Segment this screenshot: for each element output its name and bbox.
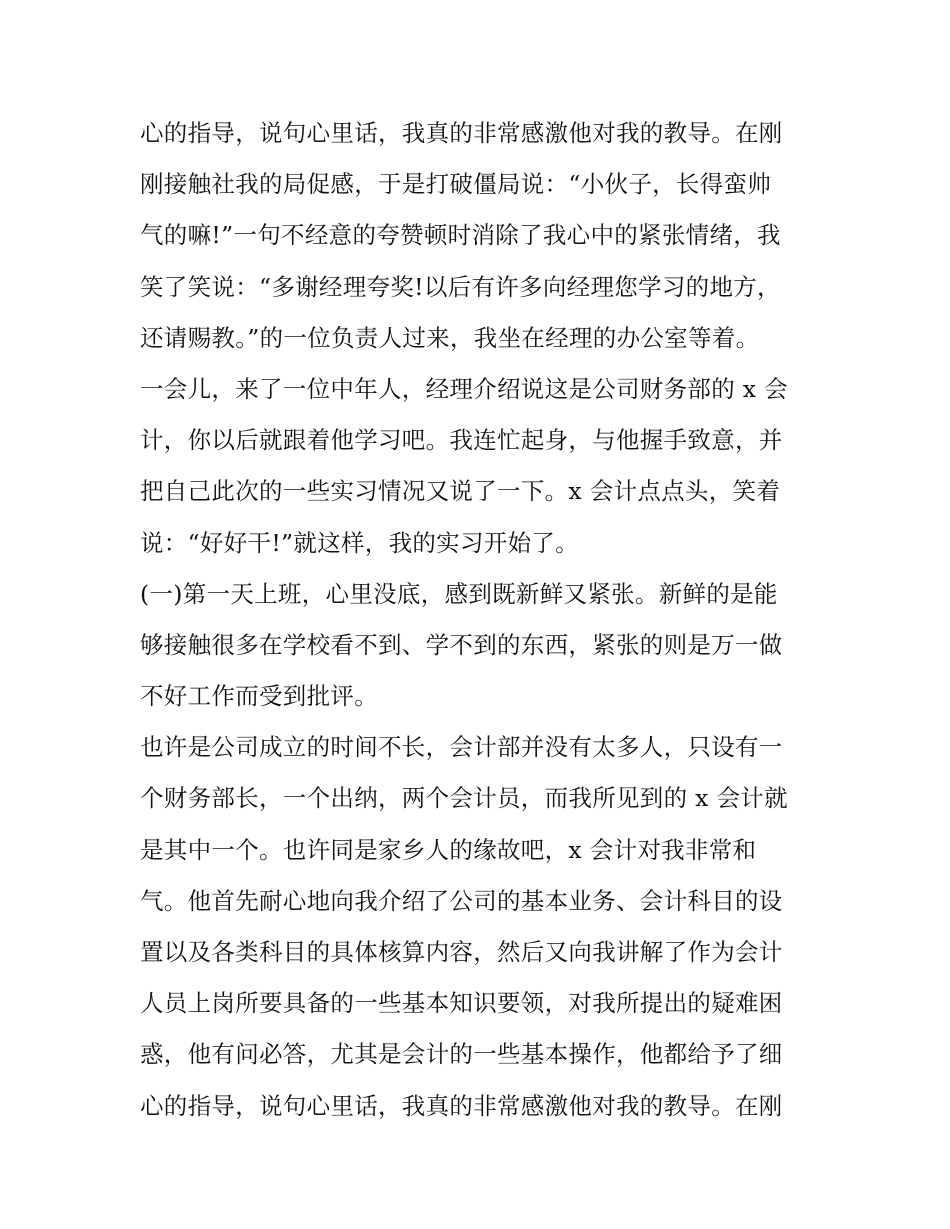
text-line: 置以及各类科目的具体核算内容，然后又向我讲解了作为会计	[140, 938, 783, 966]
text-line: 惑，他有问必答，尤其是会计的一些基本操作，他都给予了细	[140, 1040, 783, 1069]
text-line: 气。他首先耐心地向我介绍了公司的基本业务、会计科目的设	[140, 886, 783, 915]
body-text	[140, 108, 820, 1132]
text-line: 刚接触社我的局促感，于是打破僵局说：“小伙子，长得蛮帅	[140, 170, 772, 199]
text-line: (一)第一天上班，心里没底，感到既新鲜又紧张。新鲜的是能	[140, 579, 778, 608]
text-line: 一会儿，来了一位中年人，经理介绍说这是公司财务部的 x 会	[140, 374, 788, 403]
text-line: 计，你以后就跟着他学习吧。我连忙起身，与他握手致意，并	[140, 426, 783, 455]
text-line: 心的指导，说句心里话，我真的非常感激他对我的教导。在刚	[140, 1091, 783, 1120]
text-line: 也许是公司成立的时间不长，会计部并没有太多人，只设有一	[140, 733, 783, 762]
text-line: 够接触很多在学校看不到、学不到的东西，紧张的则是万一做	[140, 630, 783, 659]
text-line: 心的指导，说句心里话，我真的非常感激他对我的教导。在刚	[140, 119, 783, 147]
text-line: 人员上岗所要具备的一些基本知识要领，对我所提出的疑难困	[140, 989, 783, 1018]
text-line: 笑了笑说：“多谢经理夸奖!以后有许多向经理您学习的地方，	[140, 272, 781, 301]
text-line: 不好工作而受到批评。	[140, 682, 378, 711]
text-line: 是其中一个。也许同是家乡人的缘故吧，x 会计对我非常和	[140, 835, 757, 864]
text-line: 还请赐教。”的一位负责人过来，我坐在经理的办公室等着。	[140, 323, 760, 352]
text-line: 个财务部长，一个出纳，两个会计员，而我所见到的 x 会计就	[140, 784, 788, 813]
text-line: 说：“好好干!”就这样，我的实习开始了。	[140, 528, 579, 557]
text-line: 气的嘛!”一句不经意的夸赞顿时消除了我心中的紧张情绪，我	[140, 221, 781, 250]
text-line: 把自己此次的一些实习情况又说了一下。x 会计点点头，笑着	[140, 477, 781, 506]
